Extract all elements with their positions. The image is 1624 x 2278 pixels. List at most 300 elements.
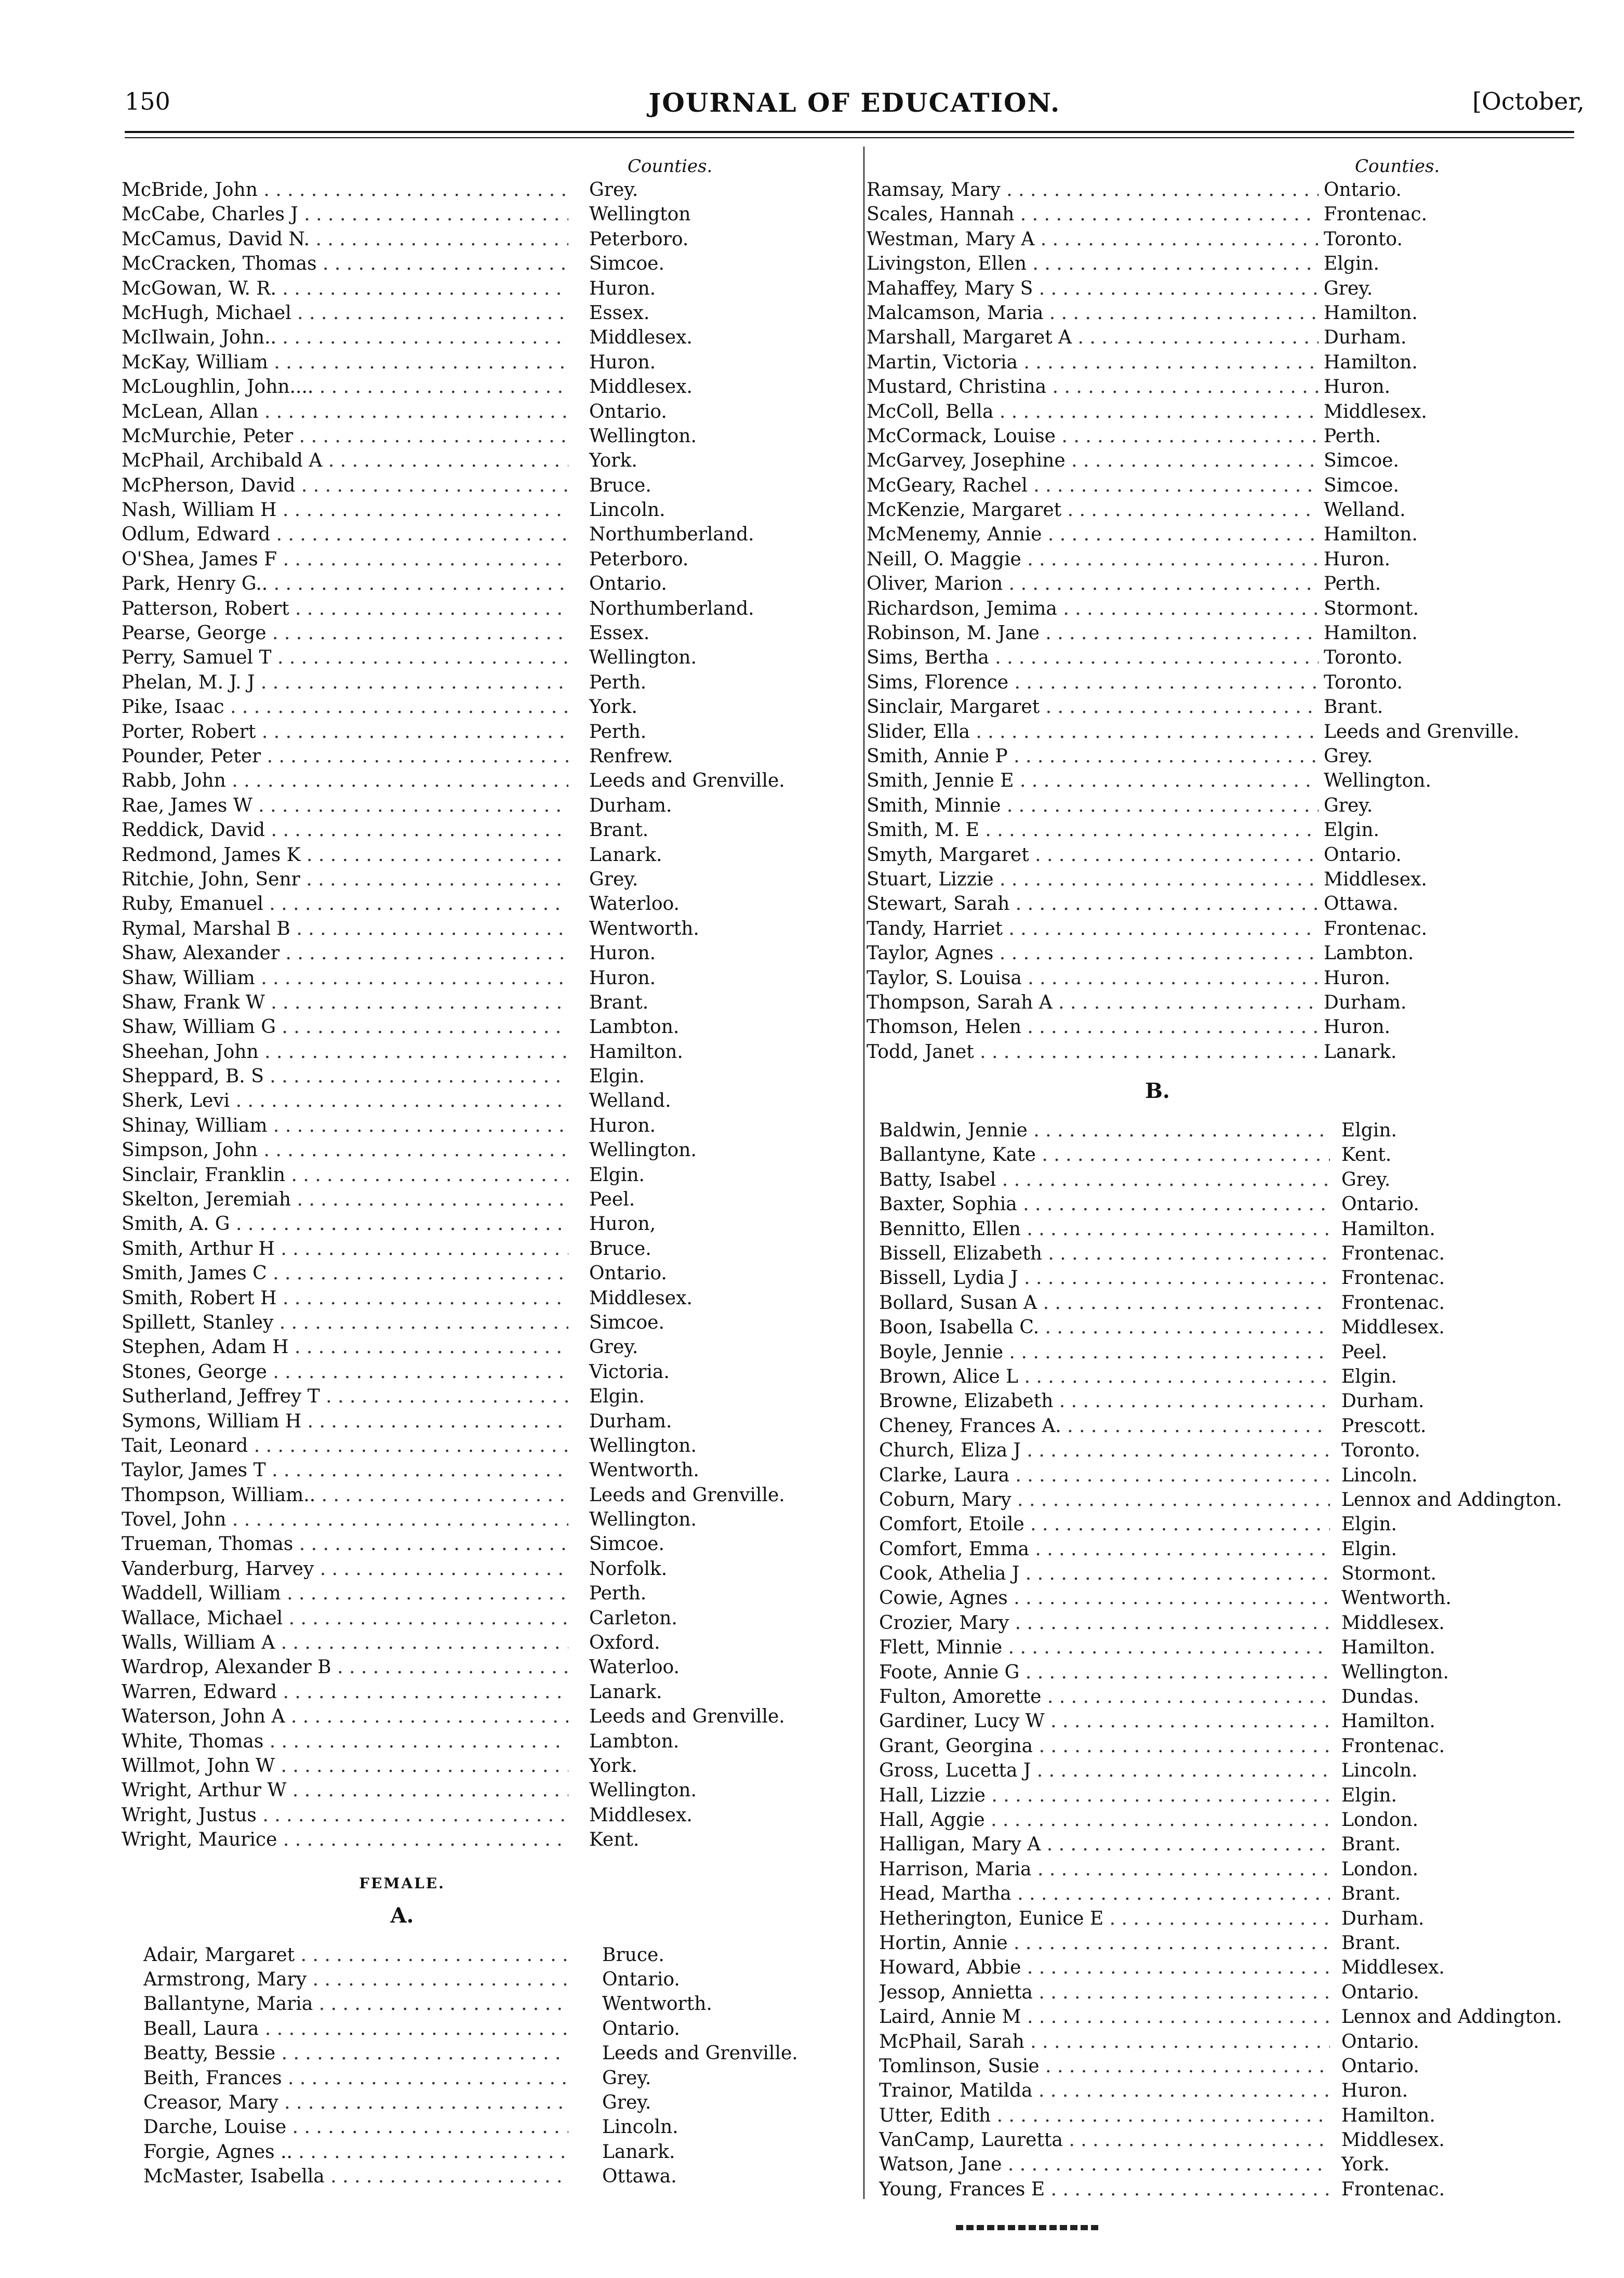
entry-county: Leeds and Grenville. [1324,721,1520,743]
entry-name: Ballantyne, Kate . . . [879,1143,1330,1167]
entry-name: Shaw, Alexander . . . [122,941,568,965]
entry-county: Grey. [602,2067,651,2089]
list-item [867,2128,1604,2152]
entry-county: Lanark. [602,2141,675,2163]
male-list [122,178,849,1852]
list-item [122,2017,849,2041]
list-item [867,1512,1604,1537]
list-item [122,1237,849,1261]
entry-county: Hamilton. [1324,524,1418,546]
entry-name: Taylor, James T . . . [122,1458,568,1482]
end-ornament [956,2225,1101,2230]
entry-name: Armstrong, Mary . . . [143,1967,568,1992]
entry-county: Wellington. [589,1435,697,1456]
entry-county: Elgin. [1341,1366,1397,1387]
entry-name: Rae, James W . . . [122,793,568,818]
page-number: 150 [125,87,170,115]
list-item [867,301,1604,325]
list-item [867,276,1604,301]
entry-name: Howard, Abbie . . . [879,1955,1330,1980]
entry-name: Flett, Minnie . . . [879,1635,1330,1660]
list-item [122,1483,849,1507]
entry-name: Slider, Ella . . . [867,720,1319,744]
list-item [122,1606,849,1631]
entry-name: Patterson, Robert . . . [122,597,568,621]
entry-county: Durham. [1341,1390,1425,1412]
entry-name: Smith, Jennie E . . . [867,769,1319,793]
list-item [122,572,849,596]
entry-name: Smith, James C . . . [122,1261,568,1286]
list-item [867,2177,1604,2202]
page-header [125,87,1585,124]
entry-name: Baldwin, Jennie . . . [879,1118,1330,1143]
entry-county: Hamilton. [1341,1637,1435,1659]
entry-county: Huron. [1324,1016,1391,1038]
list-item [867,251,1604,276]
entry-county: Wellington. [589,425,697,447]
entry-county: Durham. [1341,1908,1425,1929]
entry-county: Lanark. [589,844,662,866]
list-item [122,621,849,645]
right-column [867,155,1604,2202]
list-item [867,2030,1604,2054]
entry-name: Waddell, William . . . [122,1581,568,1606]
list-item [867,1118,1604,1143]
entry-county: Hamilton. [1324,351,1418,373]
entry-county: Wellington. [1324,770,1431,792]
entry-county: Huron. [1324,376,1391,398]
entry-name: Odlum, Edward . . . [122,522,568,547]
entry-county: Durham. [1324,991,1407,1013]
entry-county: Brant. [1324,696,1383,718]
entry-county: Huron. [589,277,656,299]
entry-name: Smith, Robert H . . . [122,1286,568,1310]
entry-name: Shinay, William . . . [122,1114,568,1138]
entry-county: Toronto. [1324,647,1403,669]
entry-county: Middlesex. [1341,2129,1445,2151]
entry-name: Warren, Edward . . . [122,1680,568,1704]
entry-name: Tait, Leonard . . . [122,1434,568,1458]
header-rule-thin [125,137,1574,138]
list-item [122,1261,849,1286]
list-item [867,1315,1604,1340]
list-item [122,1458,849,1482]
entry-county: Hamilton. [1324,302,1418,324]
list-item [122,597,849,621]
entry-name: Livingston, Ellen . . . [867,251,1319,276]
entry-county: Peterboro. [589,548,689,570]
entry-county: Elgin. [1341,1538,1397,1560]
entry-name: Vanderburg, Harvey . . . [122,1557,568,1581]
entry-county: Grey. [1324,745,1373,767]
entry-county: Carleton. [589,1607,677,1629]
entry-name: Laird, Annie M . . . [879,2005,1330,2029]
entry-county: Elgin. [589,1386,645,1408]
entry-name: Sinclair, Margaret . . . [867,695,1319,719]
entry-name: Creasor, Mary . . . [143,2090,568,2115]
entry-name: McIlwain, John.. . . . [122,325,568,350]
entry-county: Renfrew. [589,745,673,767]
entry-county: Hamilton. [1341,1711,1435,1732]
list-item [122,1943,849,1967]
entry-county: Ontario. [589,573,667,595]
entry-name: McLean, Allan . . . [122,400,568,424]
entry-name: Tovel, John . . . [122,1507,568,1532]
entry-name: Thompson, Sarah A . . . [867,990,1319,1015]
list-item [122,202,849,227]
column-divider [863,147,864,2199]
list-item [867,400,1604,424]
entry-county: Bruce. [589,1238,651,1260]
list-item [122,1754,849,1778]
entry-name: Coburn, Mary . . . [879,1488,1330,1512]
issue-month: [October, [1472,87,1585,115]
entry-county: Durham. [589,794,672,816]
entry-name: Brown, Alice L . . . [879,1365,1330,1389]
entry-county: Elgin. [589,1164,645,1186]
list-item [867,424,1604,448]
entry-name: McColl, Bella . . . [867,400,1319,424]
entry-county: Ontario. [589,1263,667,1284]
entry-county: Welland. [589,1090,671,1112]
list-item [122,400,849,424]
entry-county: Ontario. [1341,1194,1419,1215]
entry-name: Rabb, John . . . [122,769,568,793]
entry-county: Frontenac. [1341,1292,1445,1314]
entry-name: Robinson, M. Jane . . . [867,621,1319,645]
entry-name: Hall, Lizzie . . . [879,1783,1330,1808]
entry-county: Frontenac. [1341,1243,1445,1265]
list-item [122,2090,849,2115]
entry-county: York. [589,1755,637,1777]
entry-county: Perth. [589,1583,647,1605]
list-item [867,818,1604,842]
entry-name: VanCamp, Lauretta . . . [879,2128,1330,2152]
list-item [867,1611,1604,1635]
list-item [122,695,849,719]
entry-name: Malcamson, Maria . . . [867,301,1319,325]
entry-name: Symons, William H . . . [122,1409,568,1434]
entry-county: Ontario. [1341,1981,1419,2003]
list-item [867,375,1604,399]
entry-name: Willmot, John W . . . [122,1754,568,1778]
entry-name: Shaw, William . . . [122,966,568,990]
list-item [867,227,1604,251]
entry-name: Smith, Arthur H . . . [122,1237,568,1261]
entry-name: Hetherington, Eunice E . . . [879,1906,1330,1931]
entry-name: Sherk, Levi . . . [122,1089,568,1113]
list-item [122,1704,849,1729]
list-item [867,1906,1604,1931]
list-item [867,1955,1604,1980]
entry-name: Pearse, George . . . [122,621,568,645]
entry-county: Middlesex. [1341,1612,1445,1634]
entry-county: Hamilton. [1341,1218,1435,1240]
list-item [867,1168,1604,1192]
list-item [867,1980,1604,2005]
entry-name: Watson, Jane . . . [879,2152,1330,2177]
list-item [122,276,849,301]
entry-county: Elgin. [1341,1514,1397,1535]
list-item [867,1241,1604,1266]
list-item [867,325,1604,350]
entry-county: Lambton. [589,1016,680,1038]
list-item [867,1291,1604,1315]
entry-name: McCracken, Thomas . . . [122,251,568,276]
entry-county: Hamilton. [1324,623,1418,644]
entry-county: Grey. [589,868,638,890]
entry-name: Pike, Isaac . . . [122,695,568,719]
entry-name: Cowie, Agnes . . . [879,1586,1330,1610]
entry-name: Reddick, David . . . [122,818,568,842]
entry-county: Huron. [1341,2080,1408,2102]
list-item [867,1143,1604,1167]
list-item [122,990,849,1015]
list-item [122,1409,849,1434]
entry-name: Batty, Isabel . . . [879,1168,1330,1192]
entry-county: Leeds and Grenville. [589,770,785,792]
entry-county: Elgin. [1324,253,1379,275]
entry-name: Harrison, Maria . . . [879,1857,1330,1882]
entry-county: Simcoe. [1324,474,1399,496]
list-item [122,2041,849,2065]
entry-name: Bennitto, Ellen . . . [879,1217,1330,1241]
list-item [867,720,1604,744]
entry-name: Darche, Louise . . . [143,2115,568,2139]
list-item [122,769,849,793]
entry-county: Ontario. [602,2018,680,2039]
entry-name: Waterson, John A . . . [122,1704,568,1729]
list-item [122,1064,849,1089]
list-item [867,1832,1604,1857]
list-item [122,178,849,202]
entry-county: Wentworth. [1341,1587,1452,1609]
list-item [122,1335,849,1359]
list-item [122,2140,849,2164]
entry-name: Tomlinson, Susie . . . [879,2054,1330,2078]
entry-county: Stormont. [1341,1563,1436,1585]
list-item [122,720,849,744]
entry-name: Cook, Athelia J . . . [879,1561,1330,1586]
entry-name: Hortin, Annie . . . [879,1931,1330,1955]
list-item [867,1882,1604,1906]
entry-county: Toronto. [1324,671,1403,693]
journal-title: JOURNAL OF EDUCATION. [648,87,1061,118]
list-item [867,1266,1604,1290]
female-b-list [867,1118,1604,2202]
list-item [867,1660,1604,1685]
entry-name: Todd, Janet . . . [867,1040,1319,1064]
list-item [122,2164,849,2189]
entry-county: Brant. [1341,1883,1401,1905]
entry-name: McKenzie, Margaret . . . [867,498,1319,522]
list-item [122,448,849,473]
entry-county: Victoria. [589,1361,670,1383]
entry-name: Beith, Frances . . . [143,2066,568,2090]
list-item [867,448,1604,473]
entry-name: Ballantyne, Maria . . . [143,1992,568,2016]
list-item [122,1729,849,1754]
entry-name: Oliver, Marion . . . [867,572,1319,596]
entry-county: Middlesex. [1324,868,1427,890]
entry-name: Grant, Georgina . . . [879,1734,1330,1758]
entry-name: Wright, Maurice . . . [122,1827,568,1852]
entry-county: Brant. [589,991,649,1013]
female-a-list [122,1943,849,2189]
entry-county: Frontenac. [1324,204,1428,226]
entry-name: O'Shea, James F . . . [122,547,568,572]
list-item [867,1438,1604,1463]
list-item [122,867,849,892]
list-item [867,695,1604,719]
entry-name: Jessop, Annietta . . . [879,1980,1330,2005]
entry-county: Durham. [1324,327,1407,349]
list-item [867,1635,1604,1660]
entry-name: Comfort, Emma . . . [879,1537,1330,1561]
entry-name: McKay, William . . . [122,350,568,375]
entry-name: Richardson, Jemima . . . [867,597,1319,621]
entry-name: Wardrop, Alexander B . . . [122,1655,568,1679]
entry-name: McMurchie, Peter . . . [122,424,568,448]
list-item [122,1286,849,1310]
entry-name: Wallace, Michael . . . [122,1606,568,1631]
entry-county: Grey. [589,179,638,201]
entry-name: McCabe, Charles J . . . [122,202,568,227]
entry-name: Sheehan, John . . . [122,1040,568,1064]
entry-county: Ontario. [1324,179,1402,201]
entry-county: Lincoln. [589,499,665,521]
list-item [867,1758,1604,1783]
list-item [867,572,1604,596]
entry-name: Pounder, Peter . . . [122,744,568,769]
entry-county: Dundas. [1341,1686,1419,1708]
entry-county: Elgin. [589,1066,645,1088]
entry-name: McLoughlin, John.... . . . [122,375,568,399]
entry-county: Middlesex. [1341,1317,1445,1339]
entry-name: Spillett, Stanley . . . [122,1310,568,1335]
list-item [122,1114,849,1138]
entry-name: Crozier, Mary . . . [879,1611,1330,1635]
entry-name: Taylor, Agnes . . . [867,941,1319,965]
entry-county: Hamilton. [589,1041,683,1063]
entry-county: Grey. [1324,794,1373,816]
entry-county: Wellington. [589,1509,697,1531]
list-item [122,941,849,965]
list-item [867,1365,1604,1389]
entry-name: Ritchie, John, Senr . . . [122,867,568,892]
list-item [867,1685,1604,1709]
entry-county: Ontario. [589,401,667,422]
entry-name: Porter, Robert . . . [122,720,568,744]
list-item [867,843,1604,867]
entry-name: Bissell, Elizabeth . . . [879,1241,1330,1266]
entry-county: Leeds and Grenville. [602,2043,798,2064]
list-item [122,818,849,842]
list-item [122,843,849,867]
entry-name: McGowan, W. R. . . . [122,276,568,301]
entry-name: Rymal, Marshal B . . . [122,917,568,941]
entry-county: Ottawa. [602,2166,677,2188]
entry-county: Wellington. [589,647,697,669]
entry-county: Bruce. [589,474,651,496]
entry-county: Brant. [589,819,649,841]
list-item [122,1655,849,1679]
list-item [867,1783,1604,1808]
list-item [122,645,849,670]
entry-name: Head, Martha . . . [879,1882,1330,1906]
entry-county: Waterloo. [589,1657,680,1678]
entry-county: Huron. [589,1115,656,1136]
list-item [867,547,1604,572]
entry-county: Middlesex. [589,327,693,349]
entry-county: Simcoe. [1324,450,1399,472]
entry-county: Perth. [589,721,647,743]
list-item [867,1015,1604,1039]
entry-county: York. [589,450,637,472]
list-item [122,547,849,572]
entry-county: Huron. [589,943,656,964]
section-b-letter: B. [1145,1079,1170,1104]
list-item [867,1586,1604,1610]
list-item [122,301,849,325]
entry-name: Baxter, Sophia . . . [879,1192,1330,1216]
entry-county: Elgin. [1341,1784,1397,1806]
list-item [122,1384,849,1409]
entry-name: Smith, Minnie . . . [867,793,1319,818]
list-item [122,1138,849,1162]
entry-county: Perth. [1324,425,1381,447]
entry-county: Middlesex. [1341,1957,1445,1979]
entry-name: Forgie, Agnes .. . . . [143,2140,568,2164]
entry-county: Frontenac. [1341,1267,1445,1289]
entry-name: Trainor, Matilda . . . [879,2078,1330,2103]
list-item [867,178,1604,202]
entry-county: Peterboro. [589,228,689,250]
list-item [122,1680,849,1704]
list-item [122,892,849,916]
entry-county: Brant. [1341,1932,1401,1954]
entry-name: McGeary, Rachel . . . [867,473,1319,498]
entry-name: McCormack, Louise . . . [867,424,1319,448]
entry-county: Essex. [589,302,650,324]
list-item [122,1163,849,1187]
list-item [867,1561,1604,1586]
entry-county: Grey. [589,1336,638,1358]
list-item [122,1310,849,1335]
entry-name: Sims, Bertha . . . [867,645,1319,670]
entry-county: Middlesex. [589,1804,693,1826]
entry-county: Northumberland. [589,524,754,546]
entry-name: Thompson, William.. . . . [122,1483,568,1507]
entry-county: Stormont. [1324,598,1419,619]
entry-name: Skelton, Jeremiah . . . [122,1187,568,1212]
entry-county: Wentworth. [589,1460,699,1481]
entry-name: Trueman, Thomas . . . [122,1532,568,1556]
list-item [122,917,849,941]
entry-county: Middlesex. [589,376,693,398]
entry-county: Lennox and Addington. [1341,1489,1562,1511]
entry-name: McMaster, Isabella . . . [143,2164,568,2189]
entry-name: Park, Henry G.. . . . [122,572,568,596]
entry-county: Simcoe. [589,1312,664,1333]
list-item [867,990,1604,1015]
entry-name: Phelan, M. J. J . . . [122,670,568,695]
list-item [122,1778,849,1803]
list-item [867,892,1604,916]
list-item [867,1808,1604,1832]
entry-county: York. [589,696,637,718]
list-item [867,941,1604,965]
